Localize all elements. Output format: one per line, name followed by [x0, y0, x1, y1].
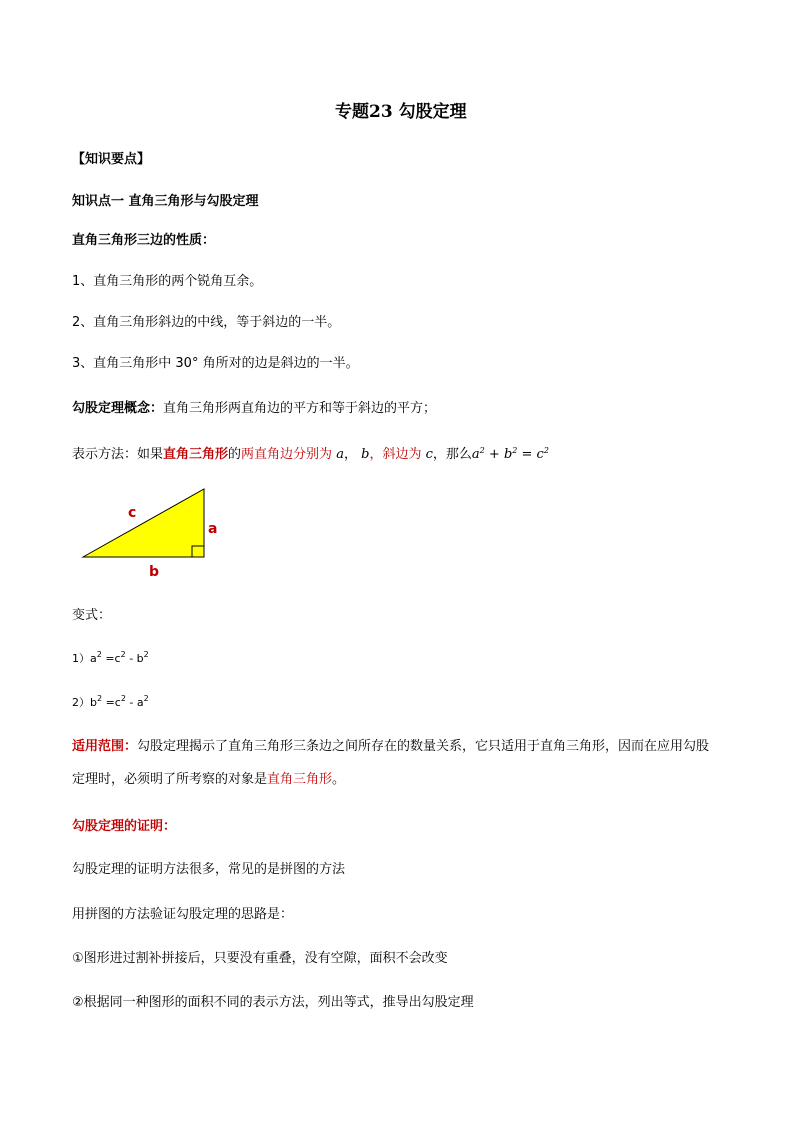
proof-line: ②根据同一种图形的面积不同的表示方法，列出等式，推导出勾股定理 [72, 995, 474, 1010]
point-one-heading: 知识点一 直角三角形与勾股定理 [72, 194, 259, 209]
rep-rt-triangle: 直角三角形 [163, 447, 229, 462]
rep-a: a [336, 447, 344, 462]
variant-1: $1)a^2 =c^2 - b^2$ [72, 650, 149, 665]
triangle-label-b: b [149, 564, 160, 580]
scope-highlight: 直角三角形 [267, 772, 333, 787]
variant-2: $2)b^2 =c^2 - a^2$ [72, 694, 149, 709]
scope-paragraph: 适用范围：勾股定理揭示了直角三角形三条边之间所存在的数量关系，它只适用于直角三角形，因而在应用勾股定理时，必须明了所考察的对象是直角三角形。 [72, 739, 710, 787]
proof-line: 用拼图的方法验证勾股定理的思路是： [72, 907, 294, 922]
property-item: 1、直角三角形的两个锐角互余。 [72, 274, 263, 289]
property-item: 3、直角三角形中 30° 角所对的边是斜边的一半。 [72, 356, 359, 371]
proof-heading: 勾股定理的证明： [72, 819, 177, 834]
scope-label: 适用范围： [72, 739, 138, 754]
formula: $a^2 + b^2 = c^2$ [471, 446, 549, 462]
proof-line: ①图形进过割补拼接后，只要没有重叠，没有空隙，面积不会改变 [72, 951, 448, 966]
rep-hyp: ，斜边为 [369, 447, 422, 462]
scope-text: 勾股定理揭示了直角三角形三条边之间所存在的数量关系，它只适用于直角三角形，因而在应用勾股定理时，必须明了所考察的对象是 [72, 739, 710, 787]
rep-b: b [361, 447, 370, 462]
rep-de: 的 [228, 447, 242, 462]
properties-heading: 直角三角形三边的性质： [72, 233, 216, 248]
triangle-label-a: a [208, 521, 218, 537]
rep-label: 表示方法：如果 [72, 447, 164, 462]
rep-then: ，那么 [432, 447, 472, 462]
rep-c: c [425, 447, 433, 462]
property-item: 2、直角三角形斜边的中线，等于斜边的一半。 [72, 315, 341, 330]
variants-label: 变式： [72, 608, 112, 623]
right-triangle [83, 489, 204, 557]
proof-line: 勾股定理的证明方法很多，常见的是拼图的方法 [72, 862, 346, 877]
concept-label: 勾股定理概念： [72, 401, 164, 416]
concept-text: 直角三角形两直角边的平方和等于斜边的平方； [163, 401, 437, 416]
page-title: 专题23 勾股定理 [335, 102, 467, 122]
rep-two-legs: 两直角边分别为 [241, 447, 333, 462]
rep-comma: ， [343, 447, 357, 462]
section-header: 【知识要点】 [72, 152, 151, 167]
triangle-label-c: c [128, 505, 137, 521]
